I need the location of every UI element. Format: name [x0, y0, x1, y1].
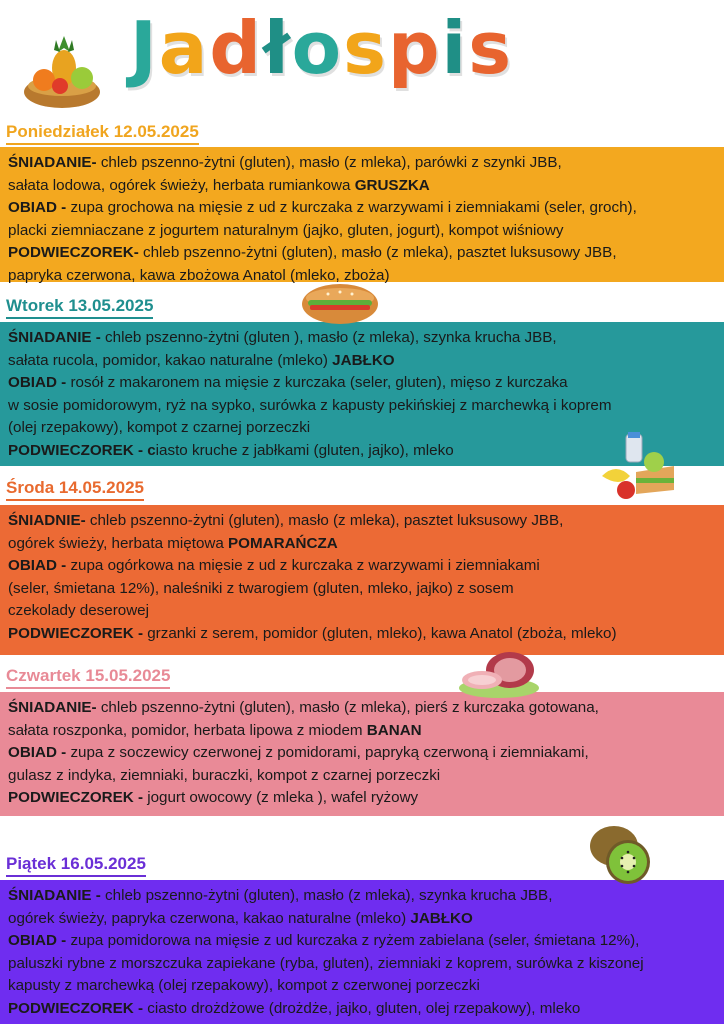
menu-text: (seler, śmietana 12%), naleśniki z twarogiem (gluten, mleko, jajko) z sosem — [8, 579, 514, 597]
lunch-icon — [596, 432, 680, 504]
page-title — [130, 6, 514, 90]
meal-label: PODWIECZOREK- — [8, 244, 139, 262]
fruit-label: GRUSZKA — [354, 176, 430, 194]
title-letter: s — [343, 6, 388, 90]
menu-text: zupa pomidorowa na mięsie z ud kurczaka z ryżem zabielana (seler, śmietana 12%), — [66, 932, 640, 950]
menu-text: kapusty z marchewką (olej rzepakowy), kompot z czerwonej porzeczki — [8, 977, 480, 995]
meal-label: OBIAD - — [8, 374, 67, 392]
meal-label: ŚNIADANIE - — [8, 887, 101, 904]
menu-text: sałata lodowa, ogórek świeży, herbata rumiankowa — [8, 176, 355, 194]
menu-text: chleb pszenno-żytni (gluten), masło (z mleka), pierś z kurczaka gotowana, — [96, 699, 599, 716]
menu-line — [8, 242, 716, 265]
title-letter: i — [441, 6, 469, 90]
menu-line — [8, 930, 716, 953]
menu-line — [8, 555, 716, 578]
menu-text: sałata roszponka, pomidor, herbata lipowa z miodem — [8, 721, 367, 739]
meal-label: OBIAD - — [8, 199, 67, 217]
fruit-bowl-icon — [20, 30, 104, 114]
day-label: Środa 14.05.2025 — [6, 478, 144, 501]
menu-text: zupa z soczewicy czerwonej z pomidorami, papryką czerwoną i ziemniakami, — [66, 744, 589, 762]
meal-label: ŚNIADANIE- — [8, 699, 97, 716]
title-letter: p — [387, 6, 442, 90]
title-letter: d — [209, 6, 263, 90]
menu-line — [8, 600, 716, 623]
menu-line — [8, 327, 716, 350]
menu-line — [8, 720, 716, 743]
menu-text: ogórek świeży, herbata miętowa — [8, 534, 229, 552]
menu-line — [8, 885, 716, 908]
menu-text: paluszki rybne z morszczuka zapiekane (ryba, gluten), ziemniaki z koprem, surówka z kiszonej — [8, 954, 644, 972]
menu-line — [8, 623, 716, 646]
meal-label: ŚNIADANIE - — [8, 329, 101, 346]
sandwich-icon — [300, 278, 380, 330]
fruit-label: POMARAŃCZA — [228, 534, 338, 552]
menu-line — [8, 998, 716, 1021]
day-label: Czwartek 15.05.2025 — [6, 666, 170, 689]
header — [0, 0, 724, 120]
menu-text: ogórek świeży, papryka czerwona, kakao naturalne (mleko) — [8, 909, 411, 927]
menu-line — [8, 975, 716, 998]
menu-text: chleb pszenno-żytni (gluten), masło (z mleka), pasztet luksusowy JBB, — [138, 244, 617, 262]
menu-line — [8, 372, 716, 395]
menu-line — [8, 350, 716, 373]
title-letter: a — [158, 6, 210, 90]
day-label: Poniedziałek 12.05.2025 — [6, 122, 199, 145]
meal-label: OBIAD - — [8, 932, 67, 950]
title-letter: s — [468, 6, 514, 90]
menu-line — [8, 578, 716, 601]
ham-icon — [456, 648, 542, 700]
menu-text: jogurt owocowy (z mleka ), wafel ryżowy — [143, 789, 419, 807]
menu-text: sałata rucola, pomidor, kakao naturalne (mleko) — [8, 351, 333, 369]
meal-label: PODWIECZOREK - — [8, 624, 143, 642]
menu-text: grzanki z serem, pomidor (gluten, mleko), kawa Anatol (zboża, mleko) — [143, 624, 617, 642]
menu-text: chleb pszenno-żytni (gluten ), masło (z mleka), szynka krucha JBB, — [100, 329, 557, 346]
day-menu-block — [0, 692, 724, 816]
menu-line — [8, 152, 716, 175]
menu-line — [8, 742, 716, 765]
menu-text: w sosie pomidorowym, ryż na sypko, surówka z kapusty pekińskiej z marchewką i koprem — [8, 396, 612, 414]
menu-text: gulasz z indyka, ziemniaki, buraczki, kompot z czarnej porzeczki — [8, 766, 441, 784]
menu-line — [8, 765, 716, 788]
meal-label: OBIAD - — [8, 744, 67, 762]
menu-line — [8, 395, 716, 418]
menu-text: iasto kruche z jabłkami (gluten, jajko), mleko — [155, 441, 454, 459]
menu-text: zupa ogórkowa na mięsie z ud z kurczaka z warzywami i ziemniakami — [66, 557, 540, 575]
menu-text: papryka czerwona, kawa zbożowa Anatol (mleko, zboża) — [8, 266, 390, 284]
menu-text: czekolady deserowej — [8, 602, 149, 620]
menu-text: chleb pszenno-żytni (gluten), masło (z mleka), parówki z szynki JBB, — [96, 154, 562, 171]
meal-label: ŚNIADNIE- — [8, 512, 86, 529]
menu-line — [8, 510, 716, 533]
menu-line — [8, 787, 716, 810]
menu-text: (olej rzepakowy), kompot z czarnej porzeczki — [8, 419, 311, 437]
title-letter: ł — [262, 6, 292, 90]
fruit-label: JABŁKO — [332, 351, 395, 369]
day-label: Wtorek 13.05.2025 — [6, 296, 153, 319]
menu-line — [8, 908, 716, 931]
day-menu-block — [0, 880, 724, 1024]
menu-line — [8, 697, 716, 720]
meal-label: OBIAD - — [8, 557, 67, 575]
meal-label: ŚNIADANIE- — [8, 154, 97, 171]
fruit-label: BANAN — [366, 721, 422, 739]
menu-text: chleb pszenno-żytni (gluten), masło (z mleka), pasztet luksusowy JBB, — [85, 512, 564, 529]
menu-text: rosół z makaronem na mięsie z kurczaka (seler, gluten), mięso z kurczaka — [66, 374, 568, 392]
fruit-label: JABŁKO — [410, 909, 473, 927]
day-menu-block — [0, 505, 724, 655]
menu-text: ciasto drożdżowe (drożdże, jajko, gluten, olej rzepakowy), mleko — [143, 999, 581, 1017]
kiwi-icon — [582, 818, 658, 888]
title-letter: o — [291, 6, 344, 90]
menu-line — [8, 953, 716, 976]
menu-text: chleb pszenno-żytni (gluten), masło (z mleka), szynka krucha JBB, — [100, 887, 553, 904]
meal-label: PODWIECZOREK - c — [8, 441, 156, 459]
menu-line — [8, 197, 716, 220]
meal-label: PODWIECZOREK - — [8, 789, 143, 807]
title-letter: J — [130, 6, 159, 90]
menu-line — [8, 220, 716, 243]
day-menu-block — [0, 147, 724, 282]
menu-line — [8, 175, 716, 198]
menu-line — [8, 533, 716, 556]
menu-text: zupa grochowa na mięsie z ud z kurczaka z warzywami i ziemniakami (seler, groch), — [66, 199, 637, 217]
menu-text: placki ziemniaczane z jogurtem naturalnym (jajko, gluten, jogurt), kompot wiśniowy — [8, 221, 564, 239]
meal-label: PODWIECZOREK - — [8, 999, 143, 1017]
day-label: Piątek 16.05.2025 — [6, 854, 146, 877]
